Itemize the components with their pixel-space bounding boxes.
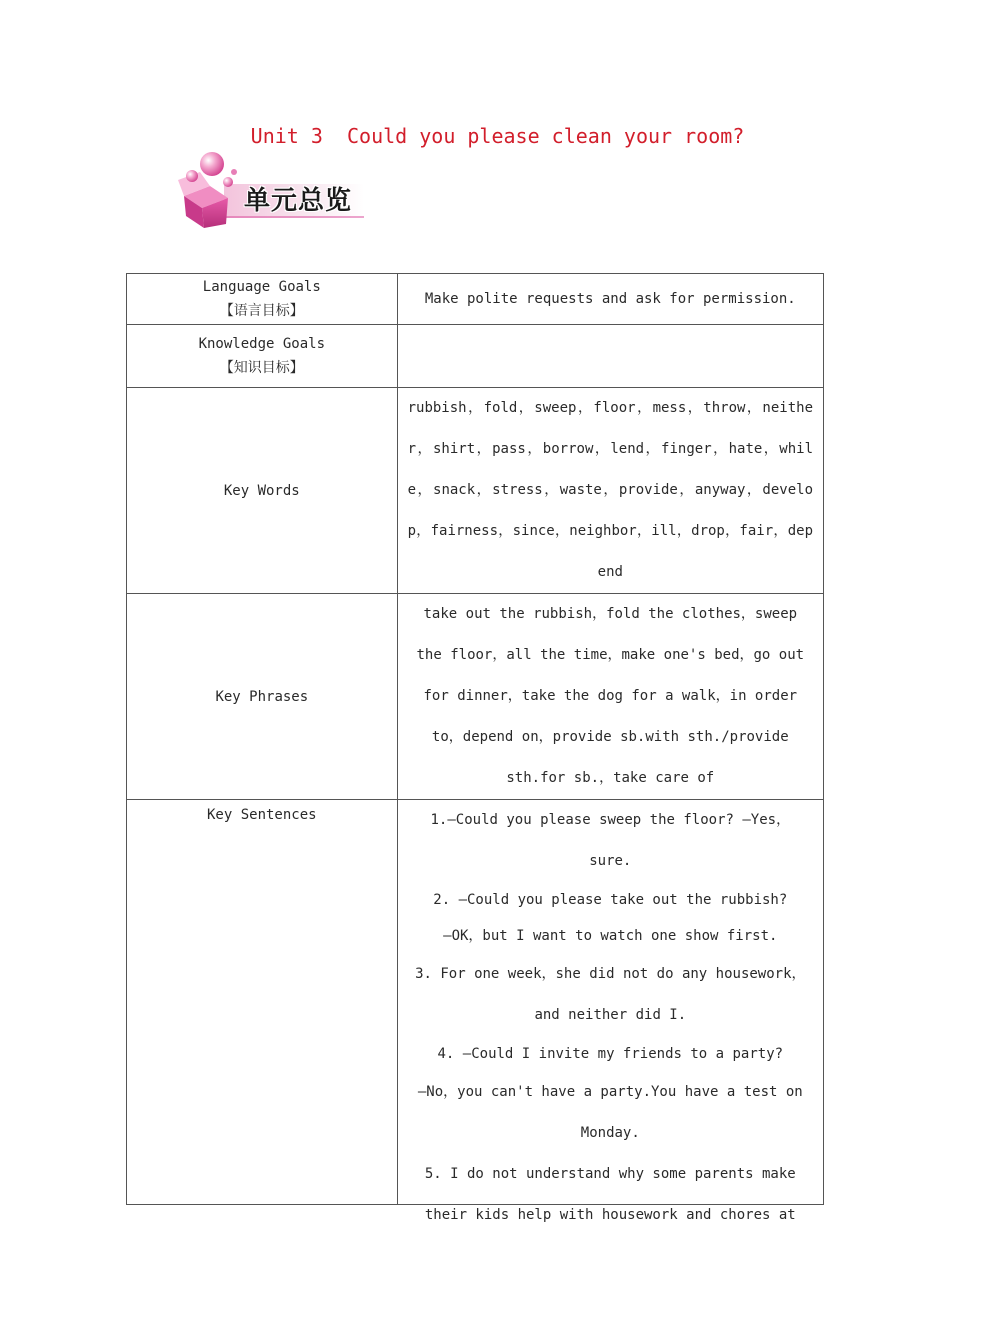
sentence-2-reply: —OK，but I want to watch one show first. [443,928,778,944]
key-words-label: Key Words [127,388,398,594]
knowledge-goals-row [127,325,824,388]
key-words-cell [397,388,823,594]
language-goals-row [127,274,824,325]
sentence-4-reply: —No，you can't have a party.You have a test on Monday. [417,1084,803,1141]
sentence-4: 4. —Could I invite my friends to a party? [437,1046,784,1062]
key-sentences-label: Key Sentences [127,800,398,1205]
language-goals-label-cell [127,274,398,325]
key-sentences-row [127,800,824,1205]
knowledge-goals-content [397,325,823,388]
unit-overview-heading: 单元总览 [244,186,353,216]
unit-goals-table [126,273,824,1223]
language-goals-content: Make polite requests and ask for permission. [397,274,823,325]
key-words-row [127,388,824,594]
key-phrases-content: take out the rubbish，fold the clothes，sweep the floor，all the time，make one's bed，go out for dinner，take the dog for a walk，in order to，depend on，provide sb.with sth./provide sth.for sb.，take care of [416,606,805,786]
key-words-content: rubbish，fold，sweep，floor，mess，throw，neither，shirt，pass，borrow，lend，finger，hate，while，snack，stress，waste，provide，anyway，develop，fairness，since，neighbor，ill，drop，fair，depend [407,400,813,580]
sentence-2: 2. —Could you please take out the rubbish? [433,892,788,908]
key-sentences-cell [397,800,823,1223]
knowledge-goals-label: Knowledge Goals [198,336,326,352]
key-phrases-label: Key Phrases [127,594,398,800]
language-goals-label-cn: 【语言目标】 [219,303,304,319]
sentence-5: 5. I do not understand why some parents make their kids help with housework and chores at [424,1166,796,1223]
key-phrases-cell [397,594,823,800]
key-phrases-row [127,594,824,800]
key-sentences-list [398,800,823,1223]
sentence-1: 1.—Could you please sweep the floor? —Yes，sure. [430,812,791,869]
sentence-3: 3. For one week，she did not do any housework，and neither did I. [415,966,806,1023]
page-title: Unit 3 Could you please clean your room? [250,124,745,148]
knowledge-goals-label-cn: 【知识目标】 [219,360,304,376]
knowledge-goals-label-cell [127,325,398,388]
language-goals-label: Language Goals [202,279,321,295]
